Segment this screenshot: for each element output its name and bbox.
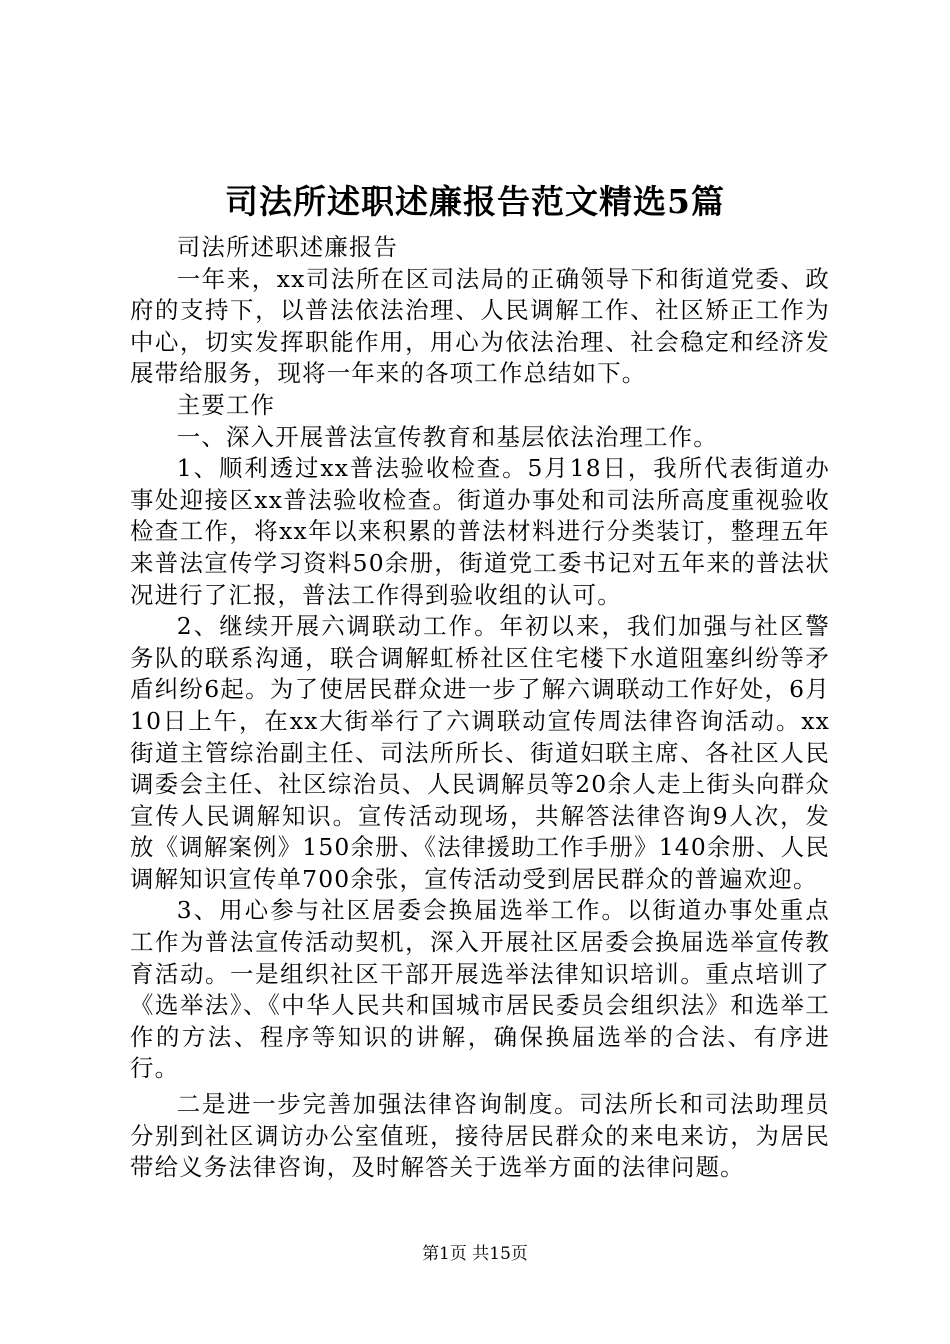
paragraph-item-1: 1、顺利透过xx普法验收检查。5月18日，我所代表街道办事处迎接区xx普法验收检查。街道办事处和司法所高度重视验收检查工作，将xx年以来积累的普法材料进行分类装订，整理五年来普法宣传学习资料50余册，街道党工委书记对五年来的普法状况进行了汇报，普法工作得到验收组的认可。 [130, 454, 830, 609]
paragraph-item-3: 3、用心参与社区居委会换届选举工作。以街道办事处重点工作为普法宣传活动契机，深入开展社区居委会换届选举宣传教育活动。一是组织社区干部开展选举法律知识培训。重点培训了《选举法》、《中华人民共和国城市居民委员会组织法》和选举工作的方法、程序等知识的讲解，确保换届选举的合法、有序进行。 [130, 896, 830, 1083]
paragraph-subtitle: 司法所述职述廉报告 [176, 233, 399, 261]
paragraph-section-one: 一、深入开展普法宣传教育和基层依法治理工作。 [176, 422, 718, 451]
document-title: 司法所述职述廉报告范文精选5篇 [225, 182, 725, 221]
page-number-footer: 第1页 共15页 [422, 1244, 528, 1264]
paragraph-item-2: 2、继续开展六调联动工作。年初以来，我们加强与社区警务队的联系沟通，联合调解虹桥社区住宅楼下水道阻塞纠纷等矛盾纠纷6起。为了使居民群众进一步了解六调联动工作好处，6月10日上午，在xx大街举行了六调联动宣传周法律咨询活动。xx街道主管综治副主任、司法所所长、街道妇联主席、各社区人民调委会主任、社区综治员、人民调解员等20余人走上街头向群众宣传人民调解知识。宣传活动现场，共解答法律咨询9人次，发放《调解案例》150余册、《法律援助工作手册》140余册、人民调解知识宣传单700余张，宣传活动受到居民群众的普遍欢迎。 [130, 612, 830, 893]
paragraph-heading-main-work: 主要工作 [176, 390, 276, 419]
document-body [130, 232, 830, 1184]
paragraph-item-3-part-2: 二是进一步完善加强法律咨询制度。司法所长和司法助理员分别到社区调访办公室值班，接待居民群众的来电来访，为居民带给义务法律咨询，及时解答关于选举方面的法律问题。 [130, 1090, 830, 1182]
paragraph-intro: 一年来，xx司法所在区司法局的正确领导下和街道党委、政府的支持下，以普法依法治理、人民调解工作、社区矫正工作为中心，切实发挥职能作用，用心为依法治理、社会稳定和经济发展带给服务，现将一年来的各项工作总结如下。 [130, 264, 830, 388]
